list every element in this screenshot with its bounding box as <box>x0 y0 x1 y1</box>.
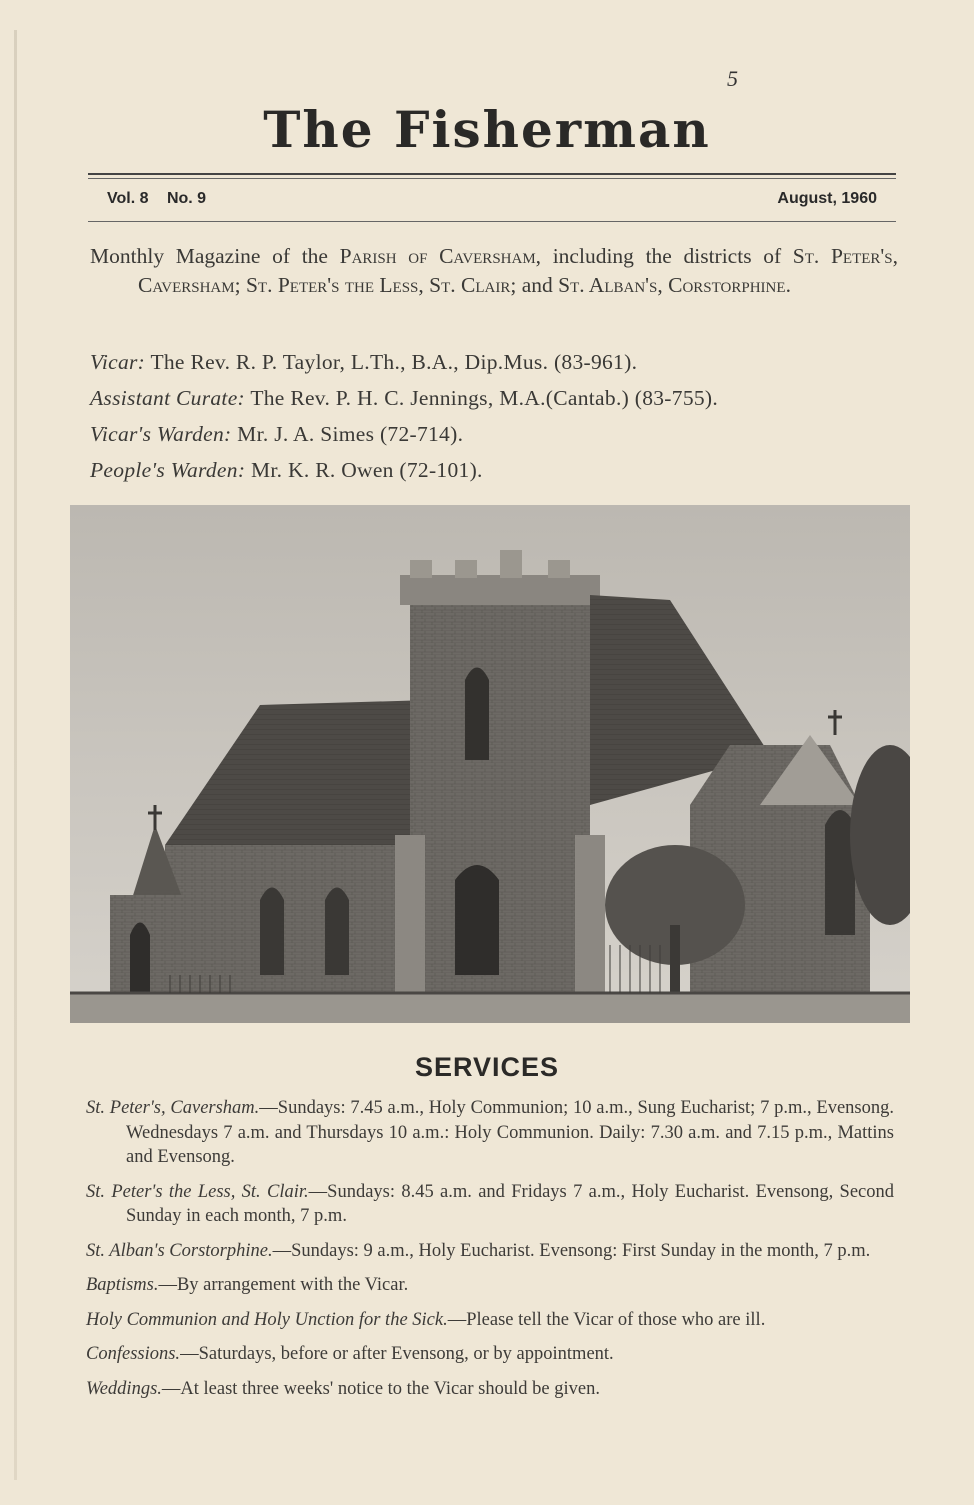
service-item <box>86 1180 894 1229</box>
parish-officers <box>90 344 910 488</box>
description-paragraph <box>90 242 898 300</box>
officer-role: Assistant Curate: <box>90 386 246 410</box>
service-item <box>86 1273 894 1298</box>
service-key: St. Peter's, Caversham. <box>86 1098 260 1118</box>
intro-district-1: St. Peter's, Caversham <box>138 244 898 297</box>
service-key: Holy Communion and Holy Unction for the Sick. <box>86 1309 448 1330</box>
service-item <box>86 1308 894 1333</box>
intro-lead: Monthly Magazine of the <box>90 244 328 268</box>
issue-info <box>107 190 877 208</box>
service-key: Confessions. <box>86 1344 181 1364</box>
service-item <box>86 1096 894 1170</box>
service-text: —Sundays: 7.45 a.m., Holy Communion; 10 a.m., Sung Eucharist; 7 p.m., Evensong. Wednesdays 7 a.m. and Thursdays 10 a.m.: Holy Communion. Daily: 7.30 a.m. and 7.15 p.m., Mattins and Evensong. <box>126 1098 894 1167</box>
officer-peoples-warden <box>90 452 910 488</box>
officer-assistant-curate <box>90 380 910 416</box>
issue-number: No. 9 <box>166 190 207 207</box>
service-key: St. Alban's Corstorphine. <box>86 1240 273 1261</box>
service-text: —By arrangement with the Vicar. <box>158 1275 409 1295</box>
service-item <box>86 1239 894 1264</box>
officer-vicars-warden <box>90 416 910 452</box>
service-item <box>86 1342 894 1367</box>
officer-details: The Rev. R. P. Taylor, L.Th., B.A., Dip.Mus. (83-961). <box>150 350 638 374</box>
issue-date: August, 1960 <box>777 190 877 207</box>
officer-details: The Rev. P. H. C. Jennings, M.A.(Cantab.) (83-755). <box>250 386 719 410</box>
services-heading: SERVICES <box>414 1052 560 1082</box>
intro-district-2: St. Peter's the Less, St. Clair <box>245 273 511 297</box>
intro-sep-1: ; <box>234 273 246 297</box>
intro-district-3: St. Alban's, Corstorphine <box>558 273 786 297</box>
intro-end: . <box>785 273 791 297</box>
officer-details: Mr. J. A. Simes (72-714). <box>237 422 464 446</box>
intro-parish: Parish of Caversham <box>339 244 536 268</box>
services-list <box>86 1096 894 1411</box>
masthead-rule-bottom <box>88 221 896 222</box>
service-key: St. Peter's the Less, St. Clair. <box>86 1181 309 1202</box>
service-key: Baptisms. <box>86 1275 159 1295</box>
service-text: —Please tell the Vicar of those who are ill. <box>447 1309 766 1330</box>
page-fold <box>14 30 17 1480</box>
officer-role: Vicar: <box>90 350 146 374</box>
intro-sep-2: ; and <box>510 273 553 297</box>
church-photograph <box>70 505 910 1023</box>
issue-volume-number <box>107 190 220 208</box>
magazine-description <box>90 242 898 300</box>
officer-details: Mr. K. R. Owen (72-101). <box>250 458 483 482</box>
officer-role: Vicar's Warden: <box>90 422 232 446</box>
service-text: —Sundays: 8.45 a.m. and Fridays 7 a.m., Holy Eucharist. Evensong, Second Sunday in each month, 7 p.m. <box>126 1181 894 1226</box>
masthead-rule-top-thin <box>88 178 896 179</box>
service-item <box>86 1377 894 1402</box>
issue-volume: Vol. 8 <box>107 190 149 207</box>
church-illustration <box>70 505 910 1023</box>
service-text: —At least three weeks' notice to the Vicar should be given. <box>161 1378 600 1399</box>
page-number: 5 <box>727 66 738 91</box>
intro-including: , including the districts of <box>535 244 782 268</box>
masthead-title: The Fisherman <box>263 100 711 159</box>
service-text: —Saturdays, before or after Evensong, or by appointment. <box>180 1344 614 1364</box>
masthead-rule-top <box>88 173 896 175</box>
officer-role: People's Warden: <box>90 458 246 482</box>
service-key: Weddings. <box>86 1378 162 1399</box>
service-text: —Sundays: 9 a.m., Holy Eucharist. Evensong: First Sunday in the month, 7 p.m. <box>272 1240 871 1261</box>
officer-vicar <box>90 344 910 380</box>
